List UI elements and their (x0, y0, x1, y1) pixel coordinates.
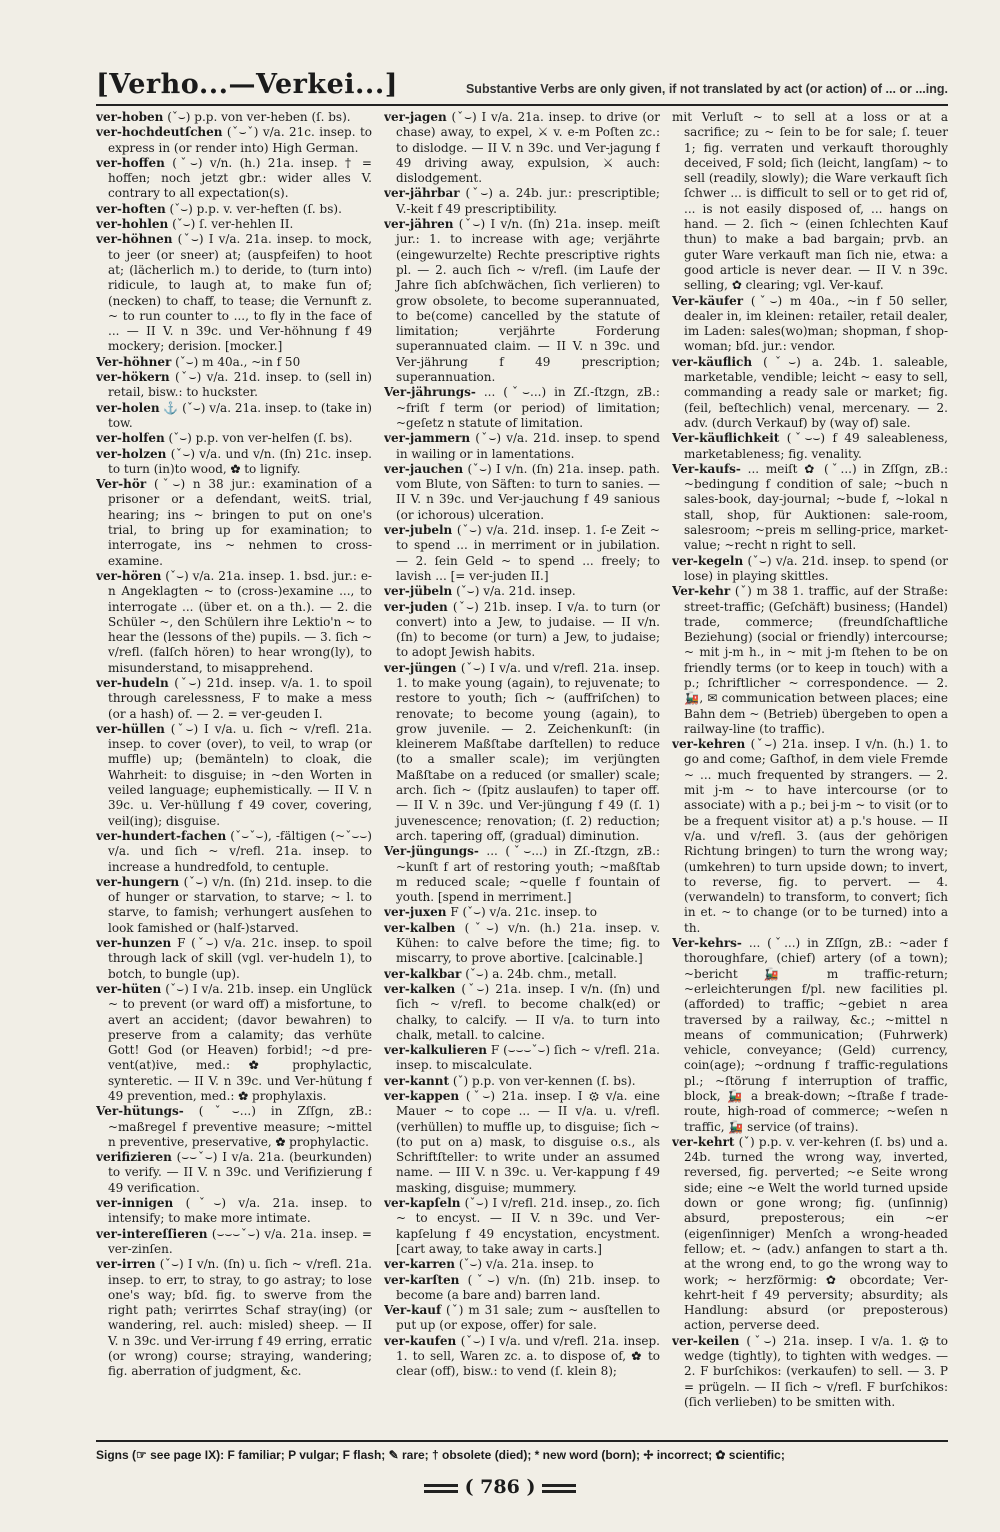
dictionary-entry (384, 186, 660, 217)
headword: Ver-kauf (384, 1303, 442, 1318)
dictionary-entry (384, 982, 660, 1043)
dictionary-entry (96, 110, 372, 125)
headword: ver-intereſſieren (96, 1226, 208, 1241)
dictionary-entry (96, 355, 372, 370)
dictionary-entry (384, 1334, 660, 1380)
definition: (ˇ⌣) I v/a. und v/refl. 21a. insep. 1. to sell, Waren zc. a. to dispose of, ✿ to clear (off), bisw.: to vend (ſ. klein 8); (396, 1333, 660, 1379)
headword: ver-jüngen (384, 660, 457, 675)
headword: ver-käuflich (672, 354, 753, 369)
definition: (ˇ⌣ˇ⌣), -fältigen (~ˇ⌣⌣) v/a. und ſich ~ v/refl. 21a. insep. to increase a hundredfold, to centuple. (108, 828, 372, 874)
headword: ver-kannt (384, 1073, 449, 1088)
headword: Ver-käuflichkeit (672, 431, 780, 446)
headword: ver-kaufen (384, 1333, 457, 1348)
headword: ver-karſten (384, 1272, 460, 1287)
dictionary-entry (96, 1257, 372, 1379)
dictionary-entry (96, 477, 372, 569)
dictionary-entry (96, 202, 372, 217)
dictionary-entry (384, 1303, 660, 1334)
definition: (ˇ⌣) I v/a. 21a. insep. to drive (or chase) away, to expel, ⚔ v. e-m Poſten zc.: to dislodge. — II V. n 39c. und Ver-jagung f 49 driving away, expulsion, ⚔ auch: dislodgement. (396, 110, 660, 186)
dictionary-entry (672, 1135, 948, 1334)
guide-words: [Verho...—Verkei...] (96, 69, 399, 100)
dictionary-entry (384, 1273, 660, 1304)
headword: ver-jährbar (384, 186, 460, 201)
definition: (ˇ⌣) I v/a. 21a. insep. to mock, to jeer (or sneer) at; (auspfeifen) to hoot at; (lächerlich m.) to deride, to (turn into) ridicule, to laugh at, to make fun of; (necken) to chaff, to tease; die Vernunft z. ~ to run counter to ..., to fly in the face of ... — II V. n 39c. und Ver-höhnung f 49 mockery; derision. [mocker.] (108, 232, 372, 354)
dictionary-entry (384, 1257, 660, 1272)
definition: (ˇ) m 31 sale; zum ~ ausſtellen to put up (or expose, offer) for sale. (396, 1303, 660, 1333)
definition: (ˇ⌣) v/a. 21a. insep. 1. bsd. jur.: e-n Angeklagten ~ to (cross-)examine ..., to interrogate ... (über et. on a th.). — 2. die Schüler ~, den Schülern ihre Lektio'n ~ to hear the (lessons of the) pupils. — 3. ſich ~ v/refl. (falſch hören) to hear wrong(ly), to misunderstand, to misapprehend. (108, 568, 372, 675)
headword: ver-jubeln (384, 523, 453, 538)
dictionary-entry (672, 584, 948, 737)
headword: ver-hochdeutſchen (96, 125, 223, 140)
headword: ver-juden (384, 599, 448, 614)
definition: (ˇ⌣⌣) f 49 saleableness, marketableness; fig. venality. (684, 431, 948, 461)
headword: Ver-käufer (672, 293, 744, 308)
dictionary-entry (672, 294, 948, 355)
definition: (ˇ⌣) p.p. v. ver-heften (ſ. bs). (169, 201, 342, 216)
dictionary-entry (96, 431, 372, 446)
headword: ver-kappen (384, 1089, 460, 1103)
definition: (ˇ⌣) v/a. 21a. insep. to intensify; to make more intimate. (108, 1196, 372, 1226)
headword: Ver-kehrs- (672, 936, 742, 951)
dictionary-entry (96, 875, 372, 936)
headword: Ver-kehr (672, 584, 731, 599)
headword: Ver-hütungs- (96, 1104, 184, 1119)
column-1 (96, 110, 372, 1436)
dictionary-entry (96, 217, 372, 232)
header-note: Substantive Verbs are only given, if not translated by act (or action) of ... or ...ing. (465, 82, 948, 96)
dictionary-entry (384, 523, 660, 584)
dictionary-entry (96, 829, 372, 875)
dictionary-entry (96, 156, 372, 202)
dictionary-entry (384, 1043, 660, 1074)
dictionary-columns (96, 110, 948, 1436)
definition: (ˇ⌣) v/a. und v/n. (ſn) 21c. insep. to turn (in)to wood, ✿ to lignify. (108, 446, 372, 476)
definition: (ˇ⌣) I v/refl. 21d. insep., zo. ſich ~ to encyst. — II V. n 39c. und Ver-kapſelung f 49 encystation, encystment. [cart away, to take away in carts.] (396, 1196, 660, 1256)
definition: (ˇ) p.p. v. ver-kehren (ſ. bs) und a. 24b. turned the wrong way, inverted, reversed, fig. perverted; ~e Seite wrong side; eine ~e Welt the world turned upside down or gone wrong; fig. (unſinnig) absurd, preposterous; ein ~er (eigenſinniger) Menſch a wrong-headed fellow; et. ~ (adv.) anfangen to start a th. at the wrong end, to go the wrong way to work; ~ herzförmig: ✿ obcordate; Ver-kehrt-heit f 49 perversity; absurdity; als Handlung: absurd (or preposterous) action, perverse deed. (684, 1134, 948, 1333)
right-rule (542, 1484, 576, 1493)
definition: (ˇ⌣) 21b. insep. I v/a. to turn (or convert) into a Jew, to judaise. — II v/n. (ſn) to become (or turn) a Jew, to judaise; to adopt Jewish habits. (396, 599, 660, 660)
dictionary-entry (96, 401, 372, 432)
definition: (ˇ) m 38 1. traffic, auf der Straße: street-traffic; (Geſchäft) business; (Handel) trade, commerce; (freundſchaftliche Beziehung) (social or friendly) intercourse; ~ mit j-m h., in ~ mit j-m ſtehen to be on friendly terms (or to keep in touch) with a p.; ſchriftlicher ~ correspondence. — 2. 🚂, ✉ communication between places; eine Bahn dem ~ (Betrieb) übergeben to open a railway-line (to traffic). (684, 584, 948, 736)
dictionary-entry (672, 462, 948, 554)
definition: (ˇ⌣ˇ) v/a. 21c. insep. to express in (or render into) High German. (108, 125, 372, 155)
headword: ver-höhnen (96, 232, 173, 247)
headword: Ver-jährungs- (384, 385, 476, 400)
headword: Ver-höhner (96, 354, 172, 369)
dictionary-entry (672, 431, 948, 462)
headword: ver-innigen (96, 1196, 174, 1211)
definition: (ˇ⌣) v/a. 21d. insep. to spend in wailing or in lamentations. (396, 431, 660, 461)
dictionary-entry (96, 936, 372, 982)
dictionary-entry (96, 676, 372, 722)
dictionary-entry (96, 569, 372, 676)
headword: ver-holen (96, 400, 160, 415)
headword: verifizieren (96, 1150, 172, 1165)
dictionary-entry (384, 217, 660, 385)
dictionary-entry (96, 1104, 372, 1150)
definition: (ˇ⌣) I v/a. und v/refl. 21a. insep. 1. to make young (again), to rejuvenate; to restore to youth; ſich ~ (auffriſchen) to renovate; to become young (again), to grow juvenile. — 2. Zeichenkunſt: (in kleinerem Maßſtabe darſtellen) to reduce (to a smaller scale); im verjüngten Maßſtabe on a reduced (or smaller) scale; arch. ſich ~ (ſpitz auslaufen) to taper off. — II V. n 39c. und Ver-jüngung f 49 (ſ. 1) juvenescence; renovation; (ſ. 2) reduction; arch. tapering off, (gradual) diminution. (396, 660, 660, 843)
definition: ... (ˇ⌣...) in Zſ.-ſtzgn, zB.: ~friſt f term (or period) of limitation; ~geſetz n statute of limitation. (396, 385, 660, 430)
dictionary-entry (384, 600, 660, 661)
dictionary-entry (672, 1334, 948, 1410)
headword: ver-holfen (96, 431, 165, 446)
headword: ver-kalkbar (384, 966, 462, 981)
definition: (ˇ⌣) p.p. von ver-heben (ſ. bs). (167, 110, 351, 124)
page-header (96, 62, 948, 106)
definition: (ˇ⌣) v/a. 21d. insep. 1. ſ-e Zeit ~ to spend ... in merriment or in jubilation. — 2. ſein Geld ~ to spend ... freely; to lavish ... [= ver-juden II.] (396, 523, 660, 583)
headword: ver-jähren (384, 217, 454, 232)
definition: (ˇ⌣) 21d. insep. v/a. 1. to spoil through carelessness, F to make a mess (or a hash) of. — 2. = ver-geuden I. (108, 675, 372, 721)
headword: Ver-hör (96, 477, 147, 492)
definition: (⌣⌣ˇ⌣) I v/a. 21a. (beurkunden) to verify. — II V. n 39c. und Verifizierung f 49 verification. (108, 1150, 372, 1195)
definition: (ˇ⌣...) in Zſſgn, zB.: ~maßregel f preventive measure; ~mittel n preventive, preservative, ✿ prophylactic. (108, 1104, 372, 1149)
column-3 (672, 110, 948, 1436)
headword: ver-kalkulieren (384, 1043, 488, 1058)
headword: ver-hüllen (96, 721, 165, 736)
definition: F (ˇ⌣) v/a. 21c. insep. to (450, 905, 597, 920)
definition: (ˇ⌣) v/a. 21a. insep. to (458, 1257, 594, 1272)
definition: (ˇ⌣) v/n. (h.) 21a. insep. † = hoffen; noch jetzt gbr.: wider alles V. contrary to all expectation(s). (108, 155, 372, 201)
dictionary-entry (384, 661, 660, 845)
dictionary-entry (96, 232, 372, 354)
definition: (⌣⌣⌣ˇ⌣) v/a. 21a. insep. = ver-zinſen. (108, 1226, 372, 1256)
definition: (ˇ⌣) p.p. von ver-helfen (ſ. bs). (168, 431, 353, 446)
definition: (ˇ⌣) 21a. insep. I ⚙ v/a. eine Mauer ~ to cope ... — II v/a. u. v/refl. (verhüllen) to muffle up, to disguise; ſich ~ (to put on a) mask, to disguise o.s., als Schriftſteller: to write under an assumed name. — III V. n 39c. u. Ver-kappung f 49 masking, disguise; mummery. (396, 1089, 660, 1195)
definition: (ˇ⌣) I v/a. 21b. insep. ein Unglück ~ to prevent (or ward off) a misfortune, to avert an accident; (davor bewahren) to preserve from a calamity; das verhüte Gott! God (or Heaven) forbid!; ~d pre-vent(at)ive, med.: ✿ prophylactic, synteretic. — II V. n 39c. und Ver-hütung f 49 prevention, med.: ✿ prophylaxis. (108, 981, 372, 1103)
page-number: ( 786 ) (464, 1476, 536, 1498)
dictionary-entry (672, 110, 948, 294)
headword: ver-hudeln (96, 675, 169, 690)
headword: ver-irren (96, 1257, 156, 1272)
dictionary-entry (384, 1074, 660, 1089)
headword: ver-hoften (96, 201, 166, 216)
dictionary-entry (672, 554, 948, 585)
headword: ver-holzen (96, 446, 167, 461)
headword: ver-kehren (672, 737, 746, 752)
dictionary-entry (96, 982, 372, 1104)
dictionary-entry (384, 967, 660, 982)
definition: ... meiſt ✿ (ˇ...) in Zſſgn, zB.: ~bedingung f condition of sale; ~buch n sales-book, day-journal; ~bude f, ~lokal n stall, shop, für Auktionen: sale-room, salesroom; ~preis m selling-price, market-value; ~recht n right to sell. (684, 461, 948, 553)
definition: (ˇ⌣) a. 24b. jur.: prescriptible; V.-keit f 49 prescriptibility. (396, 186, 660, 216)
headword: ver-hoffen (96, 155, 165, 170)
definition: (ˇ⌣) I v/n. (ſn) u. ſich ~ v/refl. 21a. insep. to err, to stray, to go astray; to lose one's way; bſd. fig. to swerve from the right path; verirrtes Schaf stray(ing) (or wandering, rel. auch: misled) sheep. — II V. n 39c. und Ver-irrung f 49 erring, erratic (or wrong) course; straying, wandering; fig. aberration of judgment, &c. (108, 1257, 372, 1379)
headword: ver-jübeln (384, 584, 453, 599)
dictionary-entry (96, 1196, 372, 1227)
headword: ver-kegeln (672, 553, 744, 568)
headword: ver-hoben (96, 110, 164, 124)
headword: ver-kapſeln (384, 1196, 461, 1211)
headword: ver-hören (96, 568, 162, 583)
definition: (ˇ⌣) I v/n. (ſn) 21a. insep. meiſt jur.: 1. to increase with age; verjährte (eingewurzelte) Rechte prescriptive rights pl. — 2. auch ſich ~ v/refl. (im Laufe der Jahre ſich abſchwächen, ſich verlieren) to grow obsolete, to become superannuated, to be(come) cancelled by the statute of limitation; verjährte Forderung superannuated claim. — II V. n 39c. und Ver-jährung f 49 prescription; superannuation. (396, 217, 660, 385)
definition: ... (ˇ⌣...) in Zſ.-ſtzgn, zB.: ~kunſt f art of restoring youth; ~maßſtab m reduced scale; ~quelle f fountain of youth. [spend in merriment.] (396, 844, 660, 905)
definition: (ˇ⌣) I v/a. u. ſich ~ v/refl. 21a. insep. to cover (over), to veil, to wrap (or muffle) up; (bemänteln) to cloak, die Wahrheit: to disguise; in ~den Worten in veiled language; euphemistically. — II V. n 39c. u. Ver-hüllung f 49 cover, covering, veil(ing); disguise. (108, 721, 372, 828)
dictionary-entry (672, 737, 948, 936)
definition: (ˇ⌣) v/n. (ſn) 21d. insep. to die of hunger or starvation, to starve; ~ l. to starve, to famish; verhungert ausſehen to look famished or (half-)starved. (108, 874, 372, 935)
page-number-row (0, 1476, 1000, 1498)
definition: (ˇ⌣) 21a. insep. I v/n. (h.) 1. to go and come; Gaſthof, in dem viele Fremde ~ ... much frequented by strangers. — 2. mit j-m ~ to have intercourse (or to associate) with a p.; bei j-m ~ to visit (or to be a frequent visitor at) a p.'s house. — II v/a. und v/refl. 3. (aus der gehörigen Richtung bringen) to turn the wrong way; (umkehren) to turn upside down; to invert, to reverse, fig. to pervert. — 4. (verwandeln) to transform, to convert; ſich in et. ~ to change (or to be turned) into a th. (684, 737, 948, 935)
definition: (ˇ⌣) v/a. 21d. insep. to (sell in) retail, bisw.: to huckster. (108, 370, 372, 400)
headword: ver-hüten (96, 981, 162, 996)
definition: (ˇ) p.p. von ver-kennen (ſ. bs). (452, 1073, 636, 1088)
definition: (ˇ⌣) v/a. 21d. insep. to spend (or lose) in playing skittles. (684, 553, 948, 583)
headword: ver-karren (384, 1257, 456, 1272)
headword: ver-hungern (96, 874, 180, 889)
headword: Ver-kaufs- (672, 461, 741, 476)
dictionary-entry (672, 936, 948, 1135)
dictionary-entry (96, 1150, 372, 1196)
headword: ver-kehrt (672, 1134, 735, 1149)
dictionary-entry (96, 722, 372, 829)
definition: (ˇ⌣) ſ. ver-hehlen II. (172, 217, 294, 232)
headword: ver-kalken (384, 981, 456, 996)
definition: (ˇ⌣) v/n. (ſn) 21b. insep. to become (a bare and) barren land. (396, 1272, 660, 1302)
signs-legend: Signs (☞ see page IX): F familiar; P vulgar; F flash; ✎ rare; † obsolete (died); * new word (born); ✢ incorrect; ✿ scientific; (96, 1440, 948, 1462)
headword: ver-keilen (672, 1333, 740, 1348)
headword: ver-jammern (384, 431, 471, 446)
definition: (ˇ⌣) m 40a., ~in f 50 seller, dealer in, im kleinen: retailer, retail dealer, im Laden: sales(wo)man; shopman, f shop-woman; bſd. jur.: vendor. (684, 293, 948, 354)
definition: (ˇ⌣) n 38 jur.: examination of a prisoner or a defendant, weitS. trial, hearing; ins ~ bringen to put on one's trial, to bring up for examination; to interrogate, ins ~ nehmen to cross-examine. (108, 477, 372, 568)
dictionary-entry (384, 462, 660, 523)
headword: ver-hunzen (96, 936, 172, 951)
dictionary-entry (384, 1089, 660, 1196)
headword: ver-hökern (96, 370, 170, 385)
definition: (ˇ⌣) a. 24b. 1. saleable, marketable, vendible; leicht ~ easy to sell, commanding a ready sale or market; fig. (feil, beſtechlich) venal, mercenary. — 2. adv. (durch Verkauf) by (way of) sale. (684, 354, 948, 430)
definition: (ˇ⌣) v/a. 21d. insep. (456, 584, 576, 599)
definition: F (⌣⌣⌣ˇ⌣) ſich ~ v/refl. 21a. insep. to miscalculate. (396, 1043, 660, 1073)
definition: ... (ˇ...) in Zſſgn, zB.: ~ader f thoroughfare, (chief) artery (of a town); ~bericht 🚂 m traffic-return; ~erleichterungen f/pl. new facilities pl. (afforded) to traffic; ~gebiet n area traversed by a railway, &c.; ~mittel n means of communication; (Fuhrwerk) vehicle, conveyance; (Geld) currency, coin(age); ~ordnung f traffic-regulations pl.; ~ſtörung f interruption of traffic, block, 🚂 a break-down; ~ſtraße f trade-route, high-road of commerce; ~weſen n traffic, 🚂 service (of trains). (684, 936, 948, 1134)
dictionary-entry (96, 125, 372, 156)
dictionary-entry (384, 905, 660, 920)
headword: Ver-jüngungs- (384, 844, 479, 859)
dictionary-entry (384, 921, 660, 967)
definition: (ˇ⌣) v/n. (h.) 21a. insep. v. Kühen: to calve before the time; fig. to miscarry, to prove abortive. [calcinable.] (396, 920, 660, 966)
dictionary-entry (384, 1196, 660, 1257)
dictionary-entry (384, 110, 660, 186)
headword: ver-hohlen (96, 217, 169, 232)
dictionary-entry (96, 447, 372, 478)
definition: F (ˇ⌣) v/a. 21c. insep. to spoil through lack of skill (vgl. ver-hudeln 1), to botch, to bungle (up). (108, 936, 372, 981)
dictionary-entry (96, 1227, 372, 1258)
definition: mit Verluſt ~ to sell at a loss or at a sacrifice; zu ~ ſein to be for sale; ſ. teuer 1; fig. verraten und verkauft thoroughly deceived, F sold; ſich (leicht, langſam) ~ to sell (readily, slowly); die Ware verkauft ſich ſchwer ... is difficult to sell or to get rid of, ... is not easily disposed of, ... hangs on hand. — 2. ſich ~ (einen ſchlechten Kauf thun) to make a bad bargain; prvb. an guter Ware verkauft man ſich nie, etwa: a good article is never dear. — II V. n 39c. selling, ✿ clearing; vgl. Ver-kauf. (672, 110, 948, 293)
definition: (ˇ⌣) a. 24b. chm., metall. (465, 966, 617, 981)
headword: ver-jauchen (384, 461, 464, 476)
definition: ⚓ (ˇ⌣) v/a. 21a. insep. to (take in) tow. (108, 400, 372, 430)
headword: ver-jagen (384, 110, 447, 124)
definition: (ˇ⌣) I v/n. (ſn) 21a. insep. path. vom Blute, von Säften: to turn to sanies. — II V. n 39c. und Ver-jauchung f 49 sanious (or ichorous) ulceration. (396, 461, 660, 522)
dictionary-entry (384, 431, 660, 462)
definition: (ˇ⌣) m 40a., ~in f 50 (175, 354, 301, 369)
definition: (ˇ⌣) 21a. insep. I v/n. (ſn) und ſich ~ v/refl. to become chalk(ed) or chalky, to calcify. — II v/a. to turn into chalk, metall. to calcine. (396, 981, 660, 1042)
column-2 (384, 110, 660, 1436)
dictionary-entry (384, 844, 660, 905)
headword: ver-kalben (384, 920, 456, 935)
dictionary-entry (384, 385, 660, 431)
dictionary-entry (384, 584, 660, 599)
headword: ver-juxen (384, 905, 447, 920)
dictionary-entry (672, 355, 948, 431)
left-rule (424, 1484, 458, 1493)
headword: ver-hundert-fachen (96, 828, 227, 843)
dictionary-entry (96, 370, 372, 401)
definition: (ˇ⌣) 21a. insep. I v/a. 1. ⚙ to wedge (tightly), to tighten with wedges. — 2. F burſchikos: (verkaufen) to sell. — 3. P = prügeln. — II ſich ~ v/refl. F burſchikos: (ſich verlieben) to be smitten with. (684, 1333, 948, 1409)
